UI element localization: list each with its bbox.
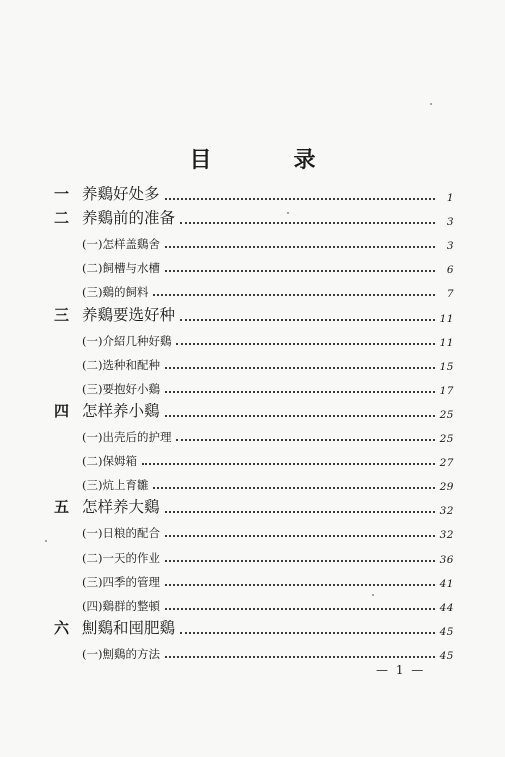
toc-chapter-row — [54, 614, 454, 638]
toc-entry-label: 怎样养小鷄 — [82, 401, 160, 420]
toc-section-row — [54, 517, 454, 541]
toc-page-number: 29 — [439, 481, 454, 494]
dot-leader — [165, 367, 435, 369]
dot-leader — [165, 415, 435, 417]
toc-entry-label: (一)劁鷄的方法 — [82, 646, 160, 661]
toc-entry-label: (二)飼槽与水槽 — [82, 261, 160, 276]
toc-section-row — [54, 590, 454, 614]
toc-chapter-row — [54, 180, 454, 204]
toc-page-number: 45 — [439, 649, 454, 662]
chapter-number: 三 — [54, 305, 70, 324]
toc-page-number: 3 — [446, 240, 454, 253]
toc-page-number: 25 — [439, 408, 454, 421]
toc-section-row — [54, 638, 454, 662]
dot-leader — [165, 246, 435, 248]
toc-chapter-row — [54, 204, 454, 228]
toc-section-row — [54, 421, 454, 445]
chapter-number: 二 — [54, 209, 70, 228]
dot-leader — [180, 632, 435, 634]
toc-entry-label: 怎样养大鷄 — [82, 498, 160, 517]
toc-entry-label: (四)鷄群的整頓 — [82, 598, 160, 613]
dot-leader — [153, 294, 435, 296]
toc-entry-label: (一)出壳后的护理 — [82, 430, 172, 445]
dot-leader — [165, 198, 435, 200]
toc-entry-label: (三)炕上育雛 — [82, 478, 149, 493]
toc-page-number: 36 — [439, 553, 454, 566]
chapter-number: 六 — [54, 618, 70, 637]
paper-speck — [287, 212, 289, 214]
page-title: 目 录 — [189, 148, 346, 173]
chapter-number: 四 — [54, 401, 70, 420]
toc-section-row — [54, 252, 454, 276]
toc-entry-label: (二)一天的作业 — [82, 550, 160, 565]
paper-speck — [45, 540, 47, 542]
toc-page-number: 45 — [439, 625, 454, 638]
chapter-number: 五 — [54, 498, 70, 517]
chapter-number: 一 — [54, 185, 70, 204]
dot-leader — [165, 391, 435, 393]
toc-entry-label: (一)日粮的配合 — [82, 526, 160, 541]
dot-leader — [165, 560, 435, 562]
toc-page-number: 17 — [439, 384, 454, 397]
toc-entry-label: (三)四季的管理 — [82, 574, 160, 589]
page-number-footer: — 1 — — [376, 663, 426, 677]
toc-section-row — [54, 228, 454, 252]
toc-entry-label: (三)鷄的飼料 — [82, 285, 149, 300]
toc-page-number: 1 — [446, 192, 454, 205]
dot-leader — [165, 584, 435, 586]
dot-leader — [165, 535, 435, 537]
table-of-contents — [54, 180, 454, 662]
toc-section-row — [54, 541, 454, 565]
toc-chapter-row — [54, 493, 454, 517]
toc-entry-label: (一)介紹几种好鷄 — [82, 333, 172, 348]
dot-leader — [176, 343, 435, 345]
toc-page-number: 3 — [446, 216, 454, 229]
toc-entry-label: 养鷄前的准备 — [82, 209, 176, 228]
toc-page-number: 6 — [446, 264, 454, 277]
toc-page-number: 27 — [439, 457, 454, 470]
toc-section-row — [54, 373, 454, 397]
toc-section-row — [54, 349, 454, 373]
toc-chapter-row — [54, 397, 454, 421]
toc-page-number: 25 — [439, 433, 454, 446]
toc-entry-label: (一)怎样盖鷄舍 — [82, 237, 160, 252]
toc-entry-label: 养鷄好处多 — [82, 185, 160, 204]
toc-section-row — [54, 276, 454, 300]
toc-page-number: 32 — [439, 529, 454, 542]
dot-leader — [165, 656, 435, 658]
toc-section-row — [54, 445, 454, 469]
toc-page-number: 11 — [439, 336, 454, 349]
dot-leader — [180, 319, 435, 321]
toc-entry-label: (二)保姆箱 — [82, 454, 137, 469]
paper-speck — [372, 594, 374, 596]
toc-entry-label: (三)要抱好小鷄 — [82, 381, 160, 396]
toc-page-number: 32 — [439, 505, 454, 518]
toc-section-row — [54, 469, 454, 493]
toc-page-number: 44 — [439, 601, 454, 614]
paper-speck — [430, 103, 432, 105]
dot-leader — [142, 463, 435, 465]
dot-leader — [165, 270, 435, 272]
dot-leader — [153, 487, 435, 489]
dot-leader — [165, 608, 435, 610]
toc-section-row — [54, 325, 454, 349]
toc-entry-label: (二)选种和配种 — [82, 357, 160, 372]
toc-entry-label: 养鷄要选好种 — [82, 305, 176, 324]
toc-page-number: 7 — [446, 288, 454, 301]
dot-leader — [165, 511, 435, 513]
toc-section-row — [54, 566, 454, 590]
toc-entry-label: 劁鷄和囤肥鷄 — [82, 618, 176, 637]
dot-leader — [176, 439, 435, 441]
toc-page-number: 15 — [439, 360, 454, 373]
toc-page-number: 41 — [439, 577, 454, 590]
toc-page-number: 11 — [439, 312, 454, 325]
dot-leader — [180, 222, 435, 224]
toc-chapter-row — [54, 300, 454, 324]
